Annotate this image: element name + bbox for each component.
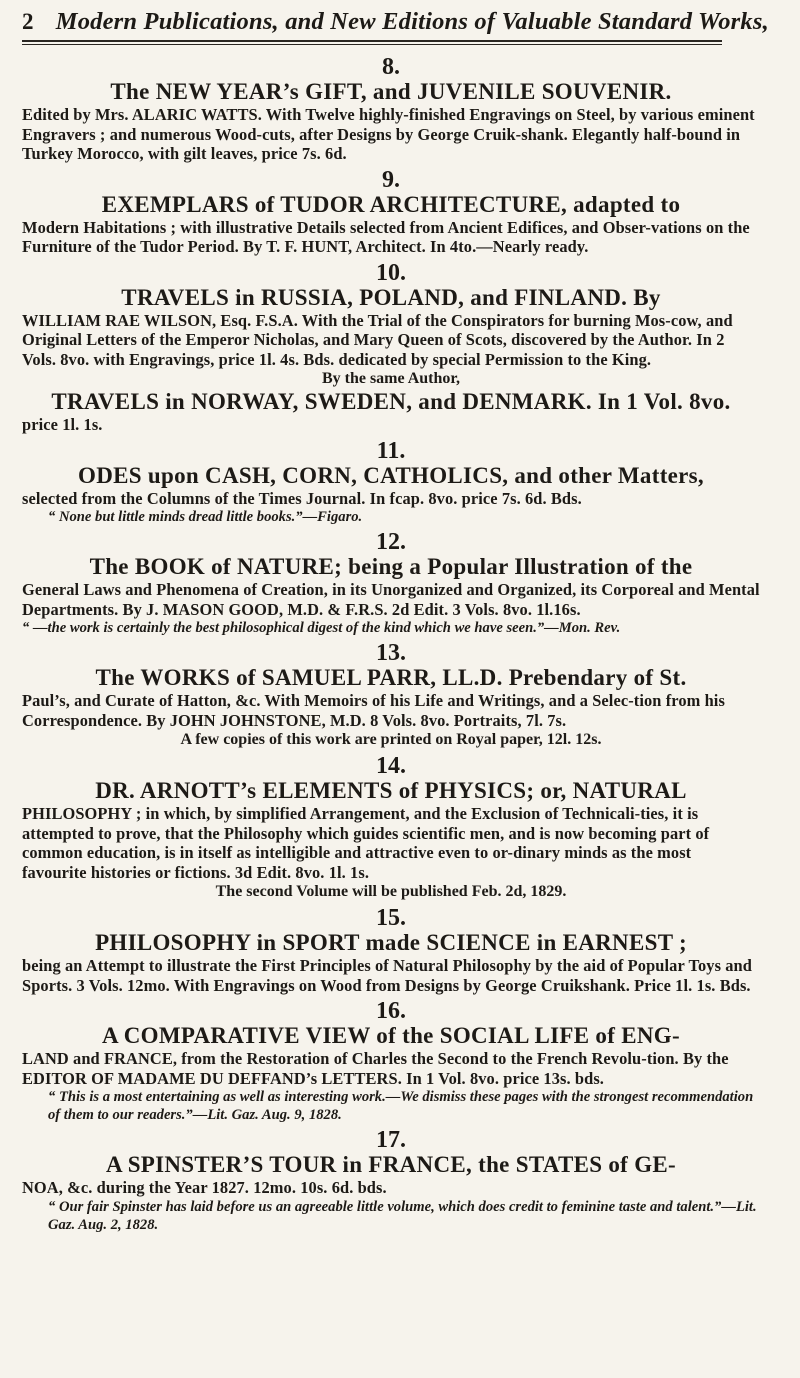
entry-review-quote: “ None but little minds dread little books.”—Figaro. — [48, 509, 363, 525]
entry-title: The BOOK of NATURE; being a Popular Illustration of the — [89, 554, 693, 579]
entry-description: PHILOSOPHY ; in which, by simplified Arrangement, and the Exclusion of Technicali-ties, it is attempted to prove, that the Philosophy which guides scientific men, and is now becoming part of common education, is in itself as intelligible and attractive even to or-dinary minds as the most favourite histories or fictions. 3d Edit. 8vo. 1l. 1s. — [22, 804, 710, 882]
entry-description: WILLIAM RAE WILSON, Esq. F.S.A. With the Trial of the Conspirators for burning Mos-cow, and Original Letters of the Emperor Nicholas, and Mary Queen of Scots, discovered by the Author. In 2 Vols. 8vo. with Engravings, price 1l. 4s. Bds. dedicated by special Permission to the King. — [22, 310, 733, 369]
entry-number: 9. — [382, 166, 400, 193]
page-number: 2 — [22, 9, 34, 34]
entry-description: being an Attempt to illustrate the First Principles of Natural Philosophy by the aid of Popular Toys and Sports. 3 Vols. 12mo. With Engravings on Wood from Designs by George Cruikshank. Price 1l. 1s. Bds. — [22, 956, 752, 995]
entry-title: TRAVELS in RUSSIA, POLAND, and FINLAND. By — [121, 284, 661, 310]
entry-number: 16. — [376, 998, 406, 1024]
catalogue-entry — [22, 168, 760, 257]
entry-description: LAND and FRANCE, from the Restoration of Charles the Second to the French Revolu-tion. By the EDITOR OF MADAME DU DEFFAND’s LETTERS. In 1 Vol. 8vo. price 13s. bds. — [22, 1049, 729, 1088]
catalogue-entry — [22, 261, 760, 435]
catalogue-entry — [22, 55, 760, 164]
entry-description: selected from the Columns of the Times Journal. In fcap. 8vo. price 7s. 6d. Bds. — [22, 488, 582, 508]
entry-number: 13. — [376, 640, 406, 666]
entry-number: 15. — [376, 905, 406, 931]
catalogue-entry — [22, 1128, 760, 1234]
entry-review-quote: “ This is a most entertaining as well as interesting work.—We dismiss these pages with the strongest recommendation of them to our readers.”—Lit. Gaz. Aug. 9, 1828. — [48, 1089, 754, 1123]
entry-number: 10. — [376, 259, 406, 286]
entry-review-quote: “ —the work is certainly the best philosophical digest of the kind which we have seen.”—Mon. Rev. — [22, 620, 621, 636]
entry-number: 12. — [376, 529, 406, 555]
entry-number: 8. — [382, 54, 400, 80]
entry-title: The WORKS of SAMUEL PARR, LL.D. Prebendary of St. — [95, 665, 687, 690]
entry-title: A COMPARATIVE VIEW of the SOCIAL LIFE of ENG- — [102, 1023, 680, 1048]
entry-number: 14. — [376, 753, 406, 779]
page-header-title: Modern Publications, and New Editions of Valuable Standard Works, — [55, 8, 769, 35]
entry-description: Edited by Mrs. ALARIC WATTS. With Twelve highly-finished Engravings on Steel, by various eminent Engravers ; and numerous Wood-cuts, after Designs by George Cruik-shank. Elegantly half-bound in Turkey Morocco, with gilt leaves, price 7s. 6d. — [22, 105, 755, 163]
entry-description: NOA, &c. during the Year 1827. 12mo. 10s. 6d. bds. — [22, 1178, 387, 1197]
catalogue-entry — [22, 754, 760, 902]
entry-title: A SPINSTER’S TOUR in FRANCE, the STATES of GE- — [106, 1152, 676, 1177]
entry-secondary-title: TRAVELS in NORWAY, SWEDEN, and DENMARK. In 1 Vol. 8vo. — [51, 389, 731, 414]
entry-subheading: By the same Author, — [321, 370, 461, 387]
entry-secondary-description: price 1l. 1s. — [22, 415, 103, 434]
entry-title: PHILOSOPHY in SPORT made SCIENCE in EARNEST ; — [95, 930, 687, 955]
entry-review-quote: “ Our fair Spinster has laid before us an agreeable little volume, which does credit to feminine taste and talent.”—Lit. Gaz. Aug. 2, 1828. — [48, 1198, 757, 1233]
header-rule — [22, 40, 722, 45]
catalogue-entry — [22, 906, 760, 995]
entry-description: Paul’s, and Curate of Hatton, &c. With Memoirs of his Life and Writings, and a Selec-tion from his Correspondence. By JOHN JOHNSTONE, M.D. 8 Vols. 8vo. Portraits, 7l. 7s. — [22, 691, 725, 730]
entry-note: A few copies of this work are printed on Royal paper, 12l. 12s. — [180, 731, 602, 748]
running-head — [22, 8, 769, 36]
catalogue-entries — [22, 55, 760, 1234]
entry-number: 17. — [376, 1127, 406, 1153]
catalogue-entry — [22, 641, 760, 750]
catalogue-entry — [22, 999, 760, 1124]
entry-title: ODES upon CASH, CORN, CATHOLICS, and other Matters, — [78, 462, 704, 488]
catalogue-entry — [22, 439, 760, 527]
entry-number: 11. — [376, 437, 406, 464]
entry-title: DR. ARNOTT’s ELEMENTS of PHYSICS; or, NATURAL — [95, 778, 687, 803]
entry-description: Modern Habitations ; with illustrative Details selected from Ancient Edifices, and Obser-vations on the Furniture of the Tudor Period. By T. F. HUNT, Architect. In 4to.—Nearly ready. — [22, 217, 750, 256]
entry-title: EXEMPLARS of TUDOR ARCHITECTURE, adapted to — [101, 191, 681, 217]
entry-title: The NEW YEAR’s GIFT, and JUVENILE SOUVENIR. — [110, 79, 672, 104]
catalogue-entry — [22, 530, 760, 637]
entry-note: The second Volume will be published Feb. 2d, 1829. — [215, 883, 567, 900]
entry-description: General Laws and Phenomena of Creation, in its Unorganized and Organized, its Corporeal and Mental Departments. By J. MASON GOOD, M.D. & F.R.S. 2d Edit. 3 Vols. 8vo. 1l.16s. — [22, 580, 760, 619]
